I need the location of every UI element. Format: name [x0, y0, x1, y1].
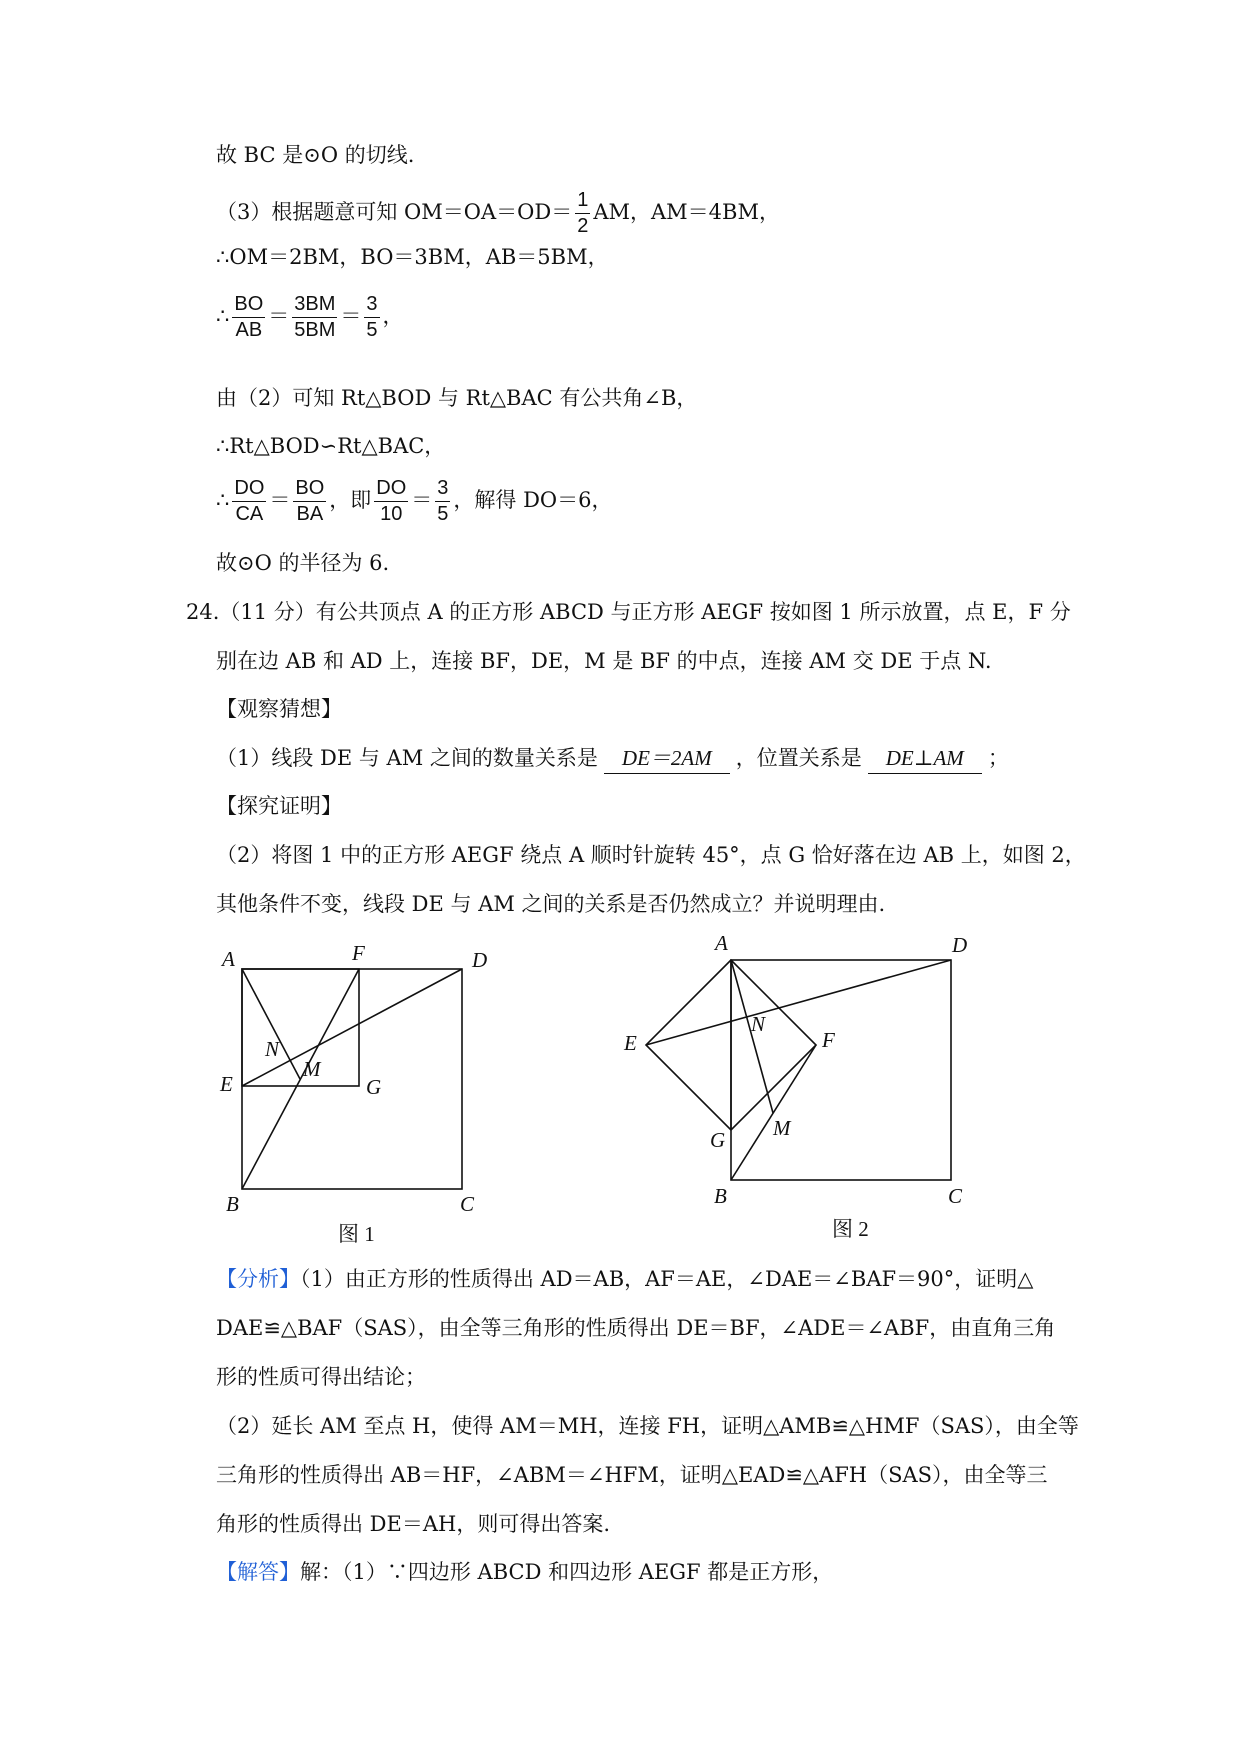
fraction: $\frac{DO}{CA}$	[234, 477, 265, 525]
analysis-line: （2）延长 AM 至点 H，使得 AM＝MH，连接 FH，证明△AMB≌△HMF（SAS），由全等	[216, 1414, 1079, 1438]
fraction: $\frac{3}{5}$	[366, 293, 378, 341]
segment-de	[242, 969, 462, 1086]
text-span: AM，AM＝4BM，	[593, 200, 780, 224]
figure-1-caption: 图 1	[338, 1222, 375, 1246]
question-line: （2）将图 1 中的正方形 AEGF 绕点 A 顺时针旋转 45°，点 G 恰好落在边 AB 上，如图 2，	[216, 843, 1086, 867]
label-d: D	[952, 933, 968, 957]
square-abcd	[242, 969, 462, 1189]
label-m: M	[303, 1057, 321, 1081]
segment-de	[646, 960, 951, 1045]
fraction: $\frac{1}{2}$	[577, 189, 589, 237]
segment-am	[242, 969, 300, 1079]
label-n: N	[751, 1012, 766, 1036]
fraction: $\frac{BO}{BA}$	[295, 477, 325, 525]
text-line: 故 BC 是⊙O 的切线.	[216, 143, 415, 167]
label-m: M	[773, 1116, 791, 1140]
fraction: $\frac{3}{5}$	[437, 477, 449, 525]
label-c: C	[460, 1192, 475, 1216]
label-b: B	[226, 1192, 239, 1216]
label-f: F	[352, 941, 365, 965]
label-d: D	[472, 948, 488, 972]
label-b: B	[714, 1184, 727, 1208]
analysis-line: DAE≌△BAF（SAS），由全等三角形的性质得出 DE＝BF，∠ADE＝∠ABF，由直角三角	[216, 1316, 1056, 1340]
label-a: A	[222, 947, 235, 971]
label-n: N	[265, 1037, 280, 1061]
label-e: E	[220, 1072, 233, 1096]
text-line: ∴Rt△BOD∽Rt△BAC，	[216, 434, 446, 458]
text-line: ∴ $\frac{BO}{AB}$ ＝ $\frac{3BM}{5BM}$ ＝ $\frac{3}{5}$ ，	[216, 293, 404, 341]
analysis-line: 形的性质可得出结论；	[216, 1365, 426, 1389]
fraction: $\frac{DO}{10}$	[376, 477, 407, 525]
segment-am	[731, 960, 773, 1113]
label-g: G	[366, 1075, 382, 1099]
analysis-line: 三角形的性质得出 AB＝HF，∠ABM＝∠HFM，证明△EAD≌△AFH（SAS），由全等三	[216, 1463, 1048, 1487]
square-aegf	[242, 969, 359, 1086]
section-heading: 【观察猜想】	[216, 697, 342, 721]
figure-1	[210, 930, 510, 1250]
fraction: $\frac{3BM}{5BM}$	[294, 293, 336, 341]
text-span: （3）根据题意可知 OM＝OA＝OD＝	[216, 200, 573, 224]
label-a: A	[715, 931, 728, 955]
question-line: （1）线段 DE 与 AM 之间的数量关系是 DE＝2AM ，位置关系是 DE⊥AM ；	[216, 743, 1009, 774]
label-g: G	[710, 1128, 726, 1152]
answer-blank: DE⊥AM	[868, 743, 982, 774]
figure-2	[610, 925, 990, 1245]
analysis-tag: 【分析】	[216, 1267, 300, 1291]
analysis-line: 角形的性质得出 DE＝AH，则可得出答案.	[216, 1512, 610, 1536]
label-f: F	[822, 1028, 835, 1052]
text-line: 由（2）可知 Rt△BOD 与 Rt△BAC 有公共角∠B，	[216, 386, 698, 410]
text-line: 故⊙O 的半径为 6.	[216, 551, 390, 575]
question-line: 别在边 AB 和 AD 上，连接 BF，DE，M 是 BF 的中点，连接 AM 交 DE 于点 N.	[216, 649, 992, 673]
label-c: C	[948, 1184, 963, 1208]
answer-blank: DE＝2AM	[604, 743, 730, 774]
section-heading: 【探究证明】	[216, 794, 342, 818]
text-line: ∴ $\frac{DO}{CA}$ ＝ $\frac{BO}{BA}$ ，即 $\frac{DO}{10}$ ＝ $\frac{3}{5}$ ，解得 DO＝6，	[216, 477, 613, 525]
answer-line: 【解答】解：（1）∵四边形 ABCD 和四边形 AEGF 都是正方形，	[216, 1560, 834, 1584]
question-line: 24.（11 分）有公共顶点 A 的正方形 ABCD 与正方形 AEGF 按如图 1 所示放置，点 E，F 分	[186, 600, 1071, 624]
answer-tag: 【解答】	[216, 1560, 300, 1584]
question-line: 其他条件不变，线段 DE 与 AM 之间的关系是否仍然成立？并说明理由.	[216, 892, 886, 916]
figure-2-caption: 图 2	[832, 1217, 869, 1241]
text-line: ∴OM＝2BM，BO＝3BM，AB＝5BM，	[216, 245, 609, 269]
analysis-line: 【分析】（1）由正方形的性质得出 AD＝AB，AF＝AE，∠DAE＝∠BAF＝90°，证明△	[216, 1267, 1034, 1291]
fraction: $\frac{BO}{AB}$	[234, 293, 264, 341]
label-e: E	[624, 1031, 637, 1055]
text-line	[216, 188, 780, 239]
